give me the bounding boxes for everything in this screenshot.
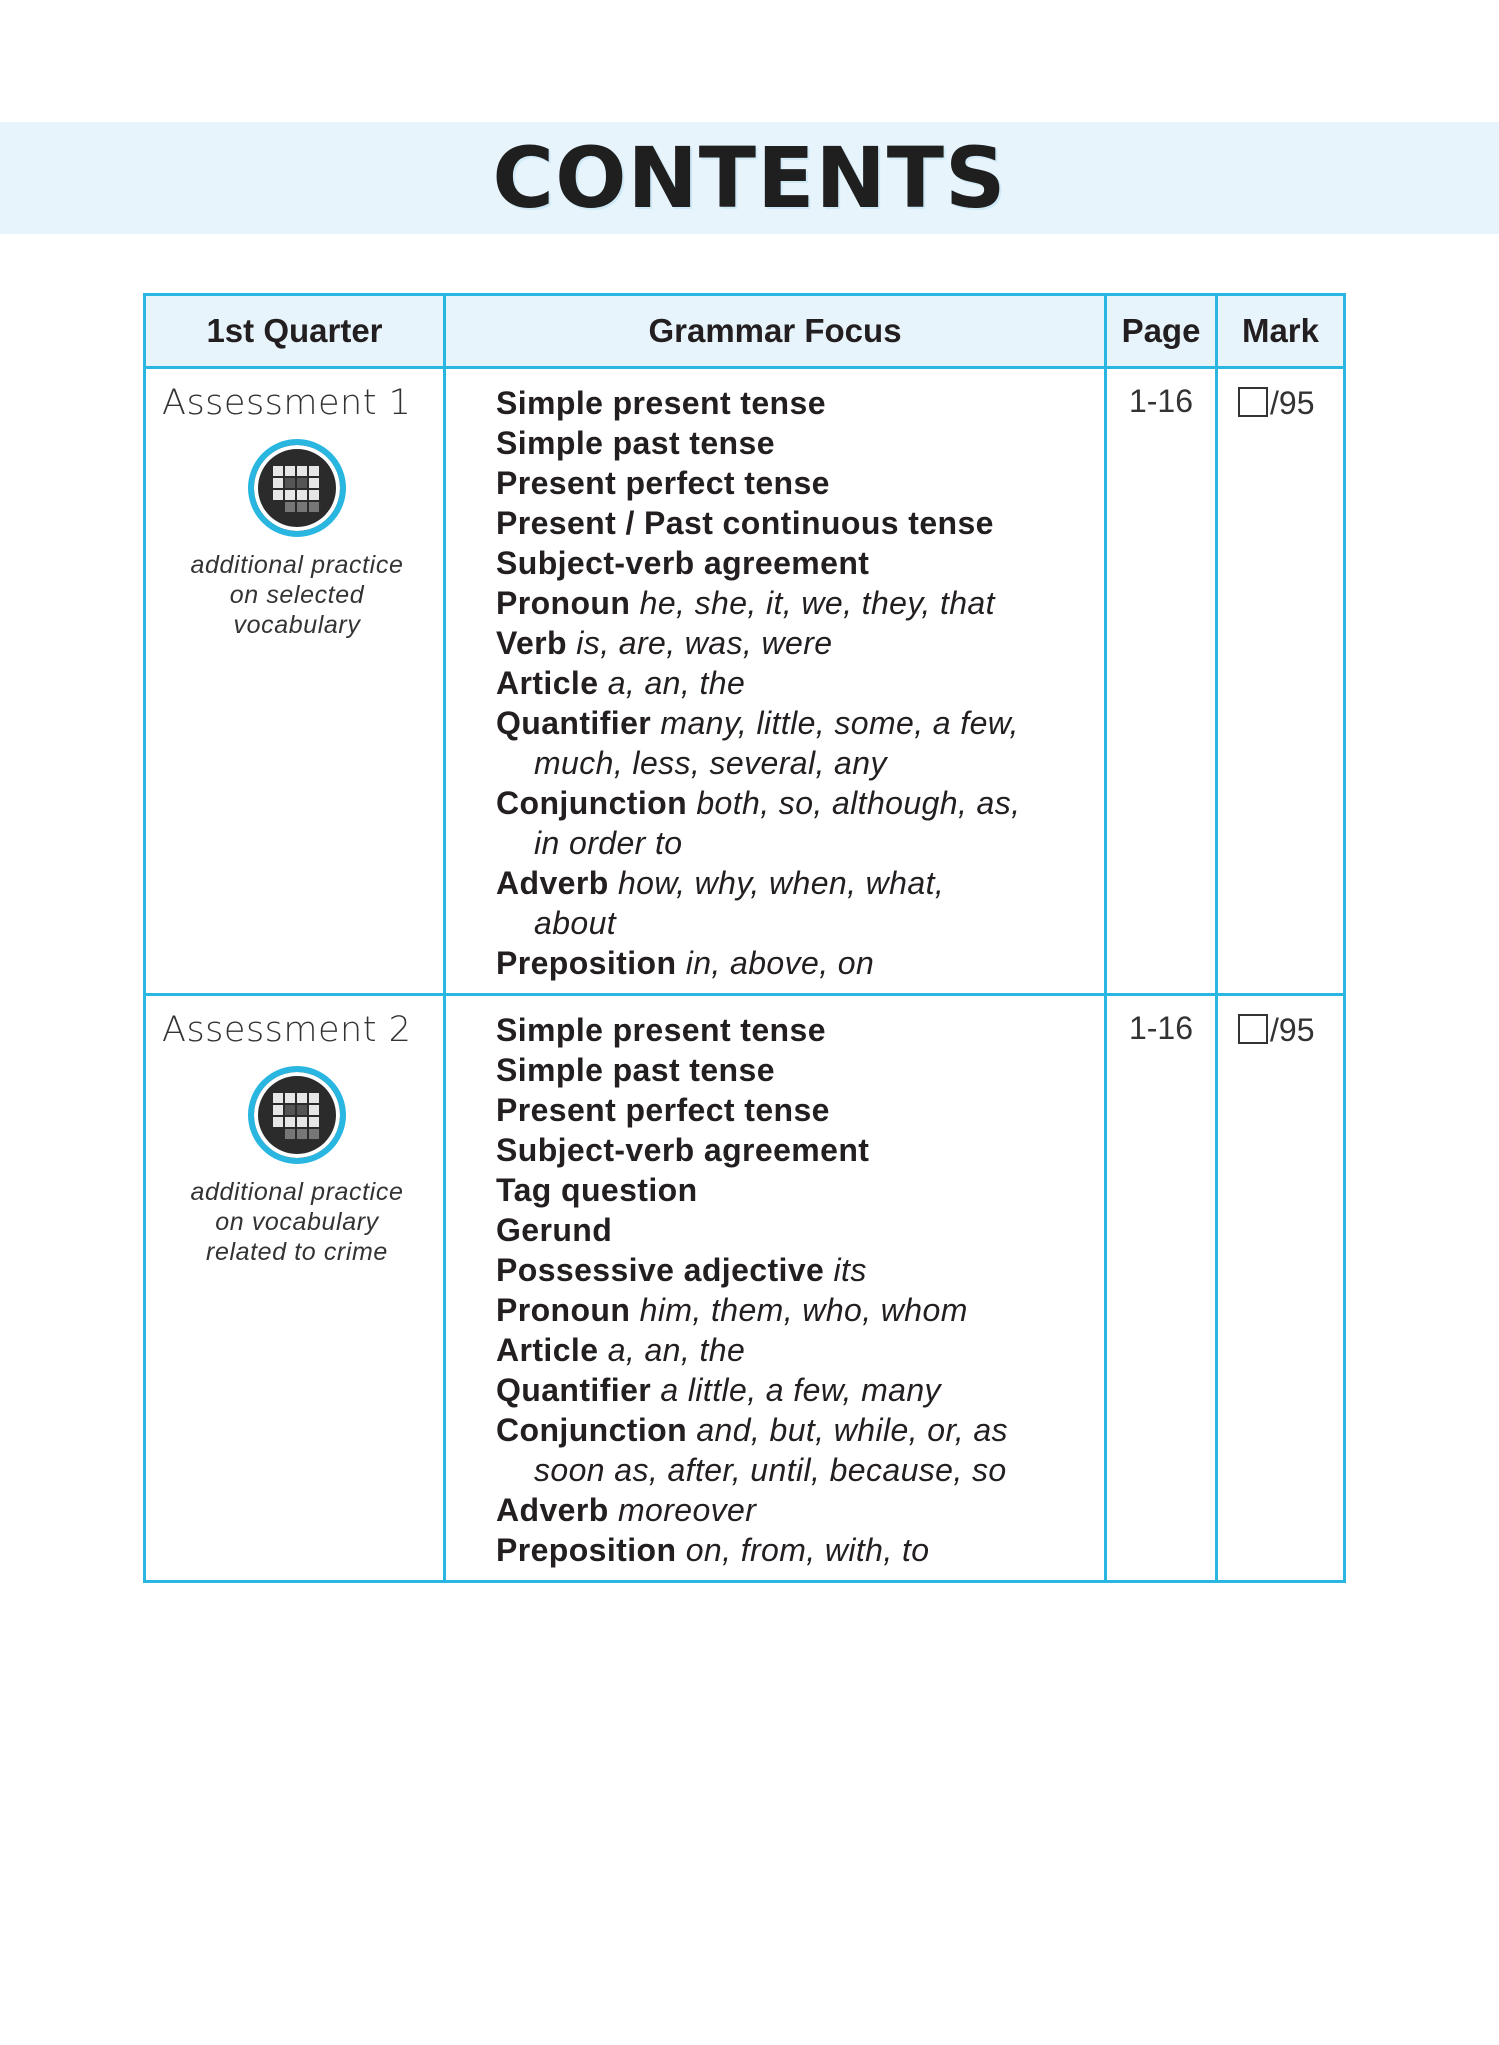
crossword-icon <box>248 439 346 537</box>
focus-topic: Preposition <box>496 1532 677 1568</box>
focus-examples: both, so, although, as, <box>696 785 1021 821</box>
focus-topic: Adverb <box>496 1492 609 1528</box>
focus-examples: him, them, who, whom <box>639 1292 968 1328</box>
grammar-focus-cell <box>445 995 1106 1582</box>
focus-item <box>496 1290 1104 1330</box>
focus-topic: Pronoun <box>496 1292 631 1328</box>
focus-examples: a, an, the <box>607 1332 746 1368</box>
focus-examples-continued: much, less, several, any <box>534 745 887 781</box>
badge-note-line: vocabulary <box>233 611 361 639</box>
focus-examples: how, why, when, what, <box>617 865 945 901</box>
focus-examples: on, from, with, to <box>685 1532 930 1568</box>
focus-examples: a, an, the <box>607 665 746 701</box>
focus-item <box>496 863 1104 943</box>
mark-cell <box>1217 995 1345 1582</box>
table-row <box>145 368 1345 995</box>
focus-item <box>496 1170 1104 1210</box>
focus-item <box>496 1050 1104 1090</box>
focus-item <box>496 703 1104 783</box>
badge-note <box>162 1177 432 1267</box>
focus-topic: Quantifier <box>496 705 652 741</box>
badge-note-line: on selected <box>229 581 365 609</box>
practice-badge <box>162 1066 432 1267</box>
focus-item <box>496 463 1104 503</box>
crossword-icon <box>248 1066 346 1164</box>
column-header-grammar-focus: Grammar Focus <box>445 295 1106 368</box>
focus-topic: Gerund <box>496 1212 613 1248</box>
focus-item <box>496 1250 1104 1290</box>
badge-note-line: additional practice <box>190 551 404 579</box>
focus-topic: Pronoun <box>496 585 631 621</box>
focus-topic: Article <box>496 665 599 701</box>
assessment-cell <box>145 368 445 995</box>
focus-topic: Subject-verb agreement <box>496 545 870 581</box>
focus-topic: Present perfect tense <box>496 465 830 501</box>
mark-cell <box>1217 368 1345 995</box>
focus-topic: Preposition <box>496 945 677 981</box>
focus-topic: Simple present tense <box>496 385 826 421</box>
mark-input-box[interactable] <box>1238 1014 1268 1044</box>
focus-examples: he, she, it, we, they, that <box>639 585 995 621</box>
focus-topic: Article <box>496 1332 599 1368</box>
column-header-page: Page <box>1106 295 1217 368</box>
focus-item <box>496 943 1104 983</box>
focus-examples: moreover <box>617 1492 757 1528</box>
focus-topic: Present perfect tense <box>496 1092 830 1128</box>
table-row <box>145 995 1345 1582</box>
focus-topic: Verb <box>496 625 567 661</box>
focus-item <box>496 423 1104 463</box>
focus-item <box>496 543 1104 583</box>
column-header-mark: Mark <box>1217 295 1345 368</box>
focus-topic: Subject-verb agreement <box>496 1132 870 1168</box>
mark-total: /95 <box>1270 385 1315 421</box>
focus-topic: Tag question <box>496 1172 698 1208</box>
assessment-cell <box>145 995 445 1582</box>
focus-topic: Possessive adjective <box>496 1252 825 1288</box>
focus-topic: Simple present tense <box>496 1012 826 1048</box>
table-header-row <box>145 295 1345 368</box>
focus-item <box>496 1090 1104 1130</box>
assessment-title: Assessment 2 <box>162 1010 412 1050</box>
focus-examples-continued: soon as, after, until, because, so <box>534 1452 1007 1488</box>
focus-item <box>496 663 1104 703</box>
page-title: CONTENTS <box>492 129 1007 227</box>
focus-item <box>496 1330 1104 1370</box>
focus-topic: Present / Past continuous tense <box>496 505 994 541</box>
focus-examples: in, above, on <box>685 945 875 981</box>
page-range: 1-16 <box>1128 383 1194 419</box>
focus-item <box>496 503 1104 543</box>
page-cell <box>1106 368 1217 995</box>
focus-examples: a little, a few, many <box>660 1372 941 1408</box>
focus-item <box>496 1010 1104 1050</box>
focus-item <box>496 1370 1104 1410</box>
focus-topic: Simple past tense <box>496 425 775 461</box>
focus-examples: is, are, was, were <box>576 625 833 661</box>
focus-topic: Quantifier <box>496 1372 652 1408</box>
grammar-focus-cell <box>445 368 1106 995</box>
focus-item <box>496 783 1104 863</box>
focus-examples: its <box>833 1252 867 1288</box>
mark-total: /95 <box>1270 1012 1315 1048</box>
mark-input-box[interactable] <box>1238 387 1268 417</box>
focus-topic: Simple past tense <box>496 1052 775 1088</box>
badge-note-line: additional practice <box>190 1178 404 1206</box>
badge-note-line: related to crime <box>206 1238 388 1266</box>
practice-badge <box>162 439 432 640</box>
focus-item <box>496 1530 1104 1570</box>
focus-item <box>496 1410 1104 1490</box>
focus-item <box>496 1210 1104 1250</box>
focus-topic: Adverb <box>496 865 609 901</box>
focus-item <box>496 623 1104 663</box>
focus-topic: Conjunction <box>496 785 688 821</box>
badge-note <box>162 550 432 640</box>
focus-item <box>496 383 1104 423</box>
focus-topic: Conjunction <box>496 1412 688 1448</box>
focus-examples-continued: in order to <box>534 825 683 861</box>
focus-item <box>496 583 1104 623</box>
focus-examples: and, but, while, or, as <box>696 1412 1008 1448</box>
focus-item <box>496 1130 1104 1170</box>
page-cell <box>1106 995 1217 1582</box>
badge-note-line: on vocabulary <box>215 1208 379 1236</box>
focus-item <box>496 1490 1104 1530</box>
focus-examples-continued: about <box>534 905 617 941</box>
focus-examples: many, little, some, a few, <box>660 705 1019 741</box>
contents-table <box>143 293 1346 1583</box>
page-range: 1-16 <box>1128 1010 1194 1046</box>
column-header-quarter: 1st Quarter <box>145 295 445 368</box>
assessment-title: Assessment 1 <box>162 383 412 423</box>
